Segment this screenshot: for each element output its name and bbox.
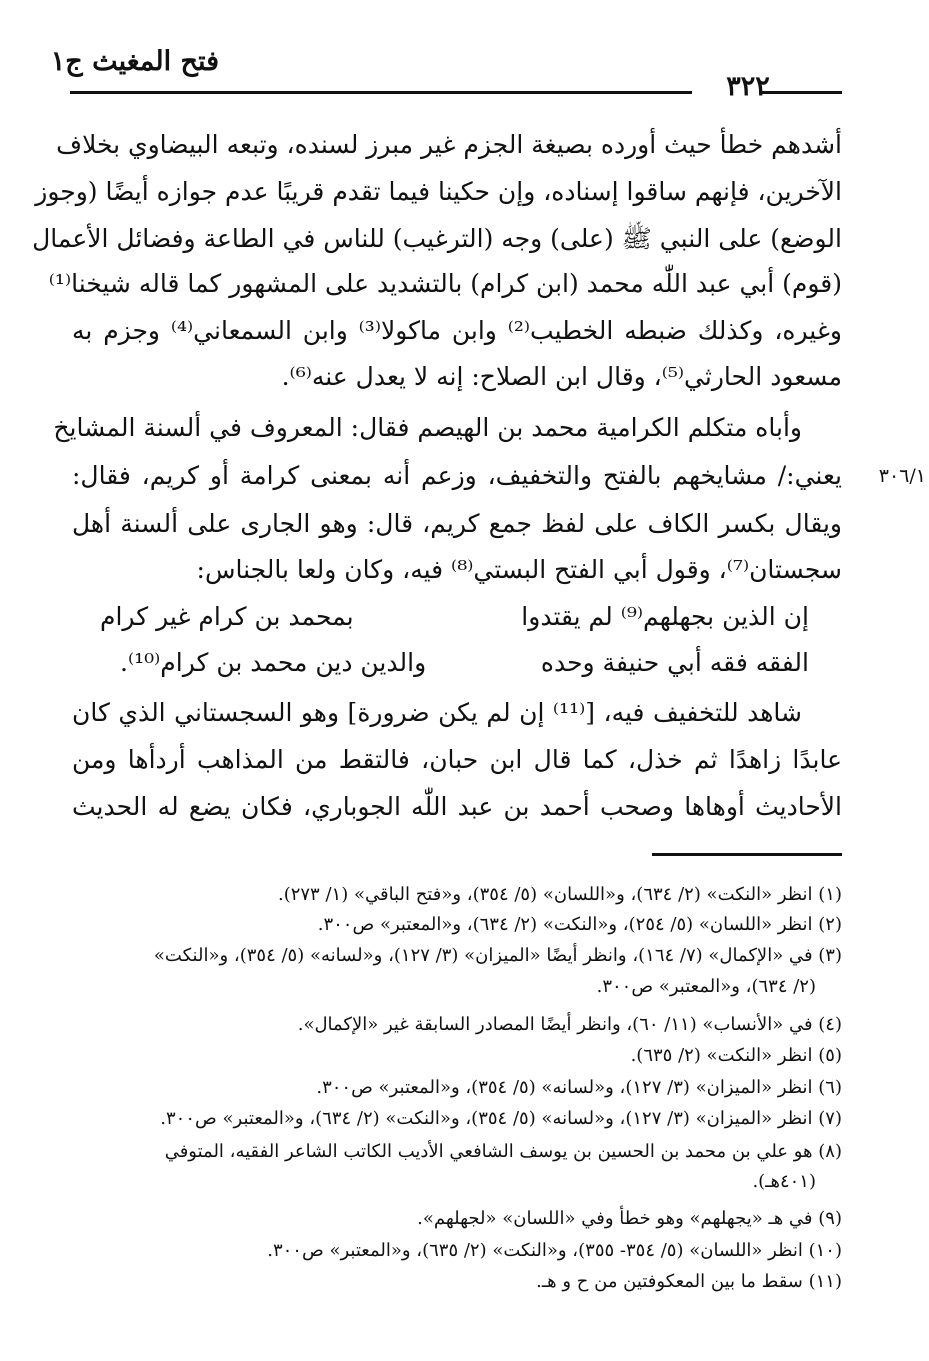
footnote: (١) انظر «النكت» (٢/ ٦٣٤)، و«اللسان» (٥/ ٣٥٤)، و«فتح الباقي» (١/ ٢٧٣). [277,884,842,905]
footnote-separator [652,853,842,856]
margin-reference: ٣٠٦/١ [878,465,926,487]
footnote-continuation: (٢/ ٦٣٤)، و«المعتبر» ص٣٠٠. [596,976,816,997]
footnote: (٧) انظر «الميزان» (٣/ ١٢٧)، و«لسانه» (٥/ ٣٥٤)، و«النكت» (٢/ ٦٣٤)، و«المعتبر» ص٣٠٠. [160,1108,842,1129]
footnote: (٦) انظر «الميزان» (٣/ ١٢٧)، و«لسانه» (٥/ ٣٥٤)، و«المعتبر» ص٣٠٠. [316,1077,842,1098]
footnote: (٨) هو علي بن محمد بن الحسين بن يوسف الشافعي الأديب الكاتب الشاعر الفقيه، المتوفي [164,1141,842,1162]
body-line: ويقال بكسر الكاف على لفظ جمع كريم، قال: وهو الجارى على ألسنة أهل [72,509,842,538]
footnote-continuation: (٤٠١هـ). [752,1171,816,1192]
footnote: (١١) سقط ما بين المعكوفتين من ح و هـ. [536,1271,842,1292]
body-line: مسعود الحارثي⁽⁵⁾، وقال ابن الصلاح: إنه لا يعدل عنه⁽⁶⁾. [281,362,842,391]
body-line: الوضع) على النبي ﷺ (على) وجه (الترغيب) للناس في الطاعة وفضائل الأعمال [32,224,842,253]
body-line: وغيره، وكذلك ضبطه الخطيب⁽²⁾ وابن ماكولا⁽³⁾ وابن السمعاني⁽⁴⁾ وجزم به [72,316,842,345]
body-line: وأباه متكلم الكرامية محمد بن الهيصم فقال: المعروف في ألسنة المشايخ [53,413,802,442]
header-rule [70,91,692,94]
footnote: (٥) انظر «النكت» (٢/ ٦٣٥). [630,1045,842,1066]
header-rule-right [760,91,842,94]
body-line: سجستان⁽⁷⁾، وقول أبي الفتح البستي⁽⁸⁾ فيه، وكان ولعا بالجناس: [196,555,842,584]
verse-line-1-first-hemistich: إن الذين بجهلهم⁽⁹⁾ لم يقتدوا [521,602,809,631]
page-number: ٣٢٢ [726,71,770,102]
footnote: (٩) في هـ «يجهلهم» وهو خطأ وفي «اللسان» «لجهلهم». [417,1208,842,1229]
body-line: عابدًا زاهدًا ثم خذل، كما قال ابن حبان، فالتقط من المذاهب أردأها ومن [72,745,842,774]
body-line: شاهد للتخفيف فيه، [⁽¹¹⁾ إن لم يكن ضرورة] وهو السجستاني الذي كان [72,698,802,727]
body-line: أشدهم خطأ حيث أورده بصيغة الجزم غير مبرز لسنده، وتبعه البيضاوي بخلاف [56,130,842,159]
body-line: الأحاديث أوهاها وصحب أحمد بن عبد اللّٰه الجوباري، فكان يضع له الحديث [72,792,842,821]
footnote: (١٠) انظر «اللسان» (٥/ ٣٥٤- ٣٥٥)، و«النكت» (٢/ ٦٣٥)، و«المعتبر» ص٣٠٠. [267,1240,842,1261]
footnote: (٤) في «الأنساب» (١١/ ٦٠)، وانظر أيضًا المصادر السابقة غير «الإكمال». [297,1014,842,1035]
verse-line-2-second-hemistich: والدين دين محمد بن كرام⁽¹⁰⁾. [120,648,427,677]
footnote: (٢) انظر «اللسان» (٥/ ٢٥٤)، و«النكت» (٢/ ٦٣٤)، و«المعتبر» ص٣٠٠. [317,914,842,935]
body-line: (قوم) أبي عبد اللّٰه محمد (ابن كرام) بالتشديد على المشهور كما قاله شيخنا⁽¹⁾ [48,269,842,298]
verse-line-1-second-hemistich: بمحمد بن كرام غير كرام [100,602,354,631]
body-line: الآخرين، فإنهم ساقوا إسناده، وإن حكينا فيما تقدم قريبًا عدم جوازه أيضًا (وجوز [35,177,842,206]
footnote: (٣) في «الإكمال» (٧/ ١٦٤)، وانظر أيضًا «الميزان» (٣/ ١٢٧)، و«لسانه» (٥/ ٣٥٤)، و«النكت» [153,945,842,966]
running-head-title: فتح المغيث ج١ [50,46,219,77]
verse-line-2-first-hemistich: الفقه فقه أبي حنيفة وحده [540,648,809,677]
body-line: يعني:/ مشايخهم بالفتح والتخفيف، وزعم أنه بمعنى كرامة أو كريم، فقال: [72,461,842,490]
